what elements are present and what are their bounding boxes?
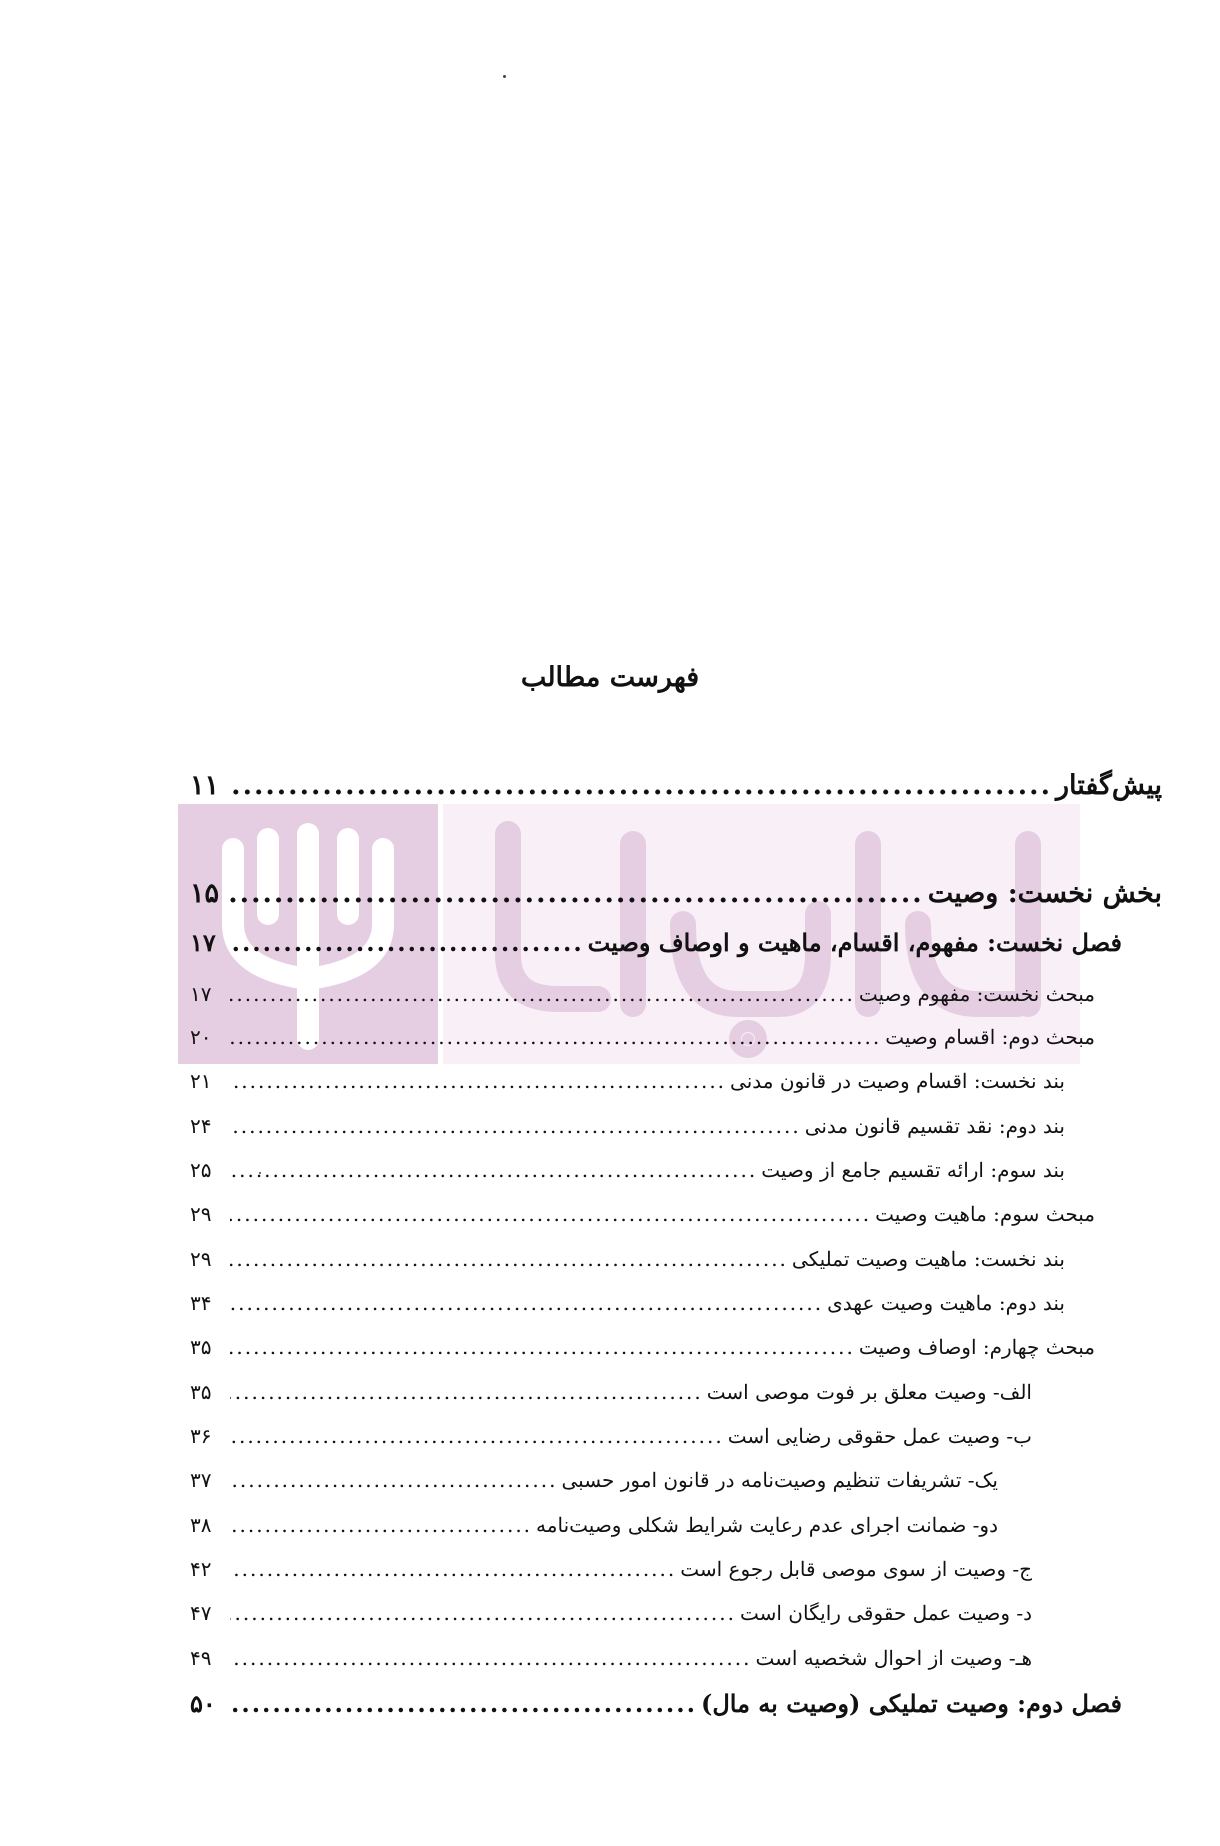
toc-entry-page-number: ۲۹ — [190, 1202, 212, 1226]
toc-entry-label: بند سوم: ارائه تقسیم جامع از وصیت — [761, 1158, 1065, 1182]
toc-entry-label: ب- وصیت عمل حقوقی رضایی است — [727, 1424, 1032, 1448]
toc-entry — [190, 1025, 1095, 1049]
toc-entry — [190, 1513, 998, 1537]
dot-leader — [230, 928, 584, 957]
toc-entry — [190, 982, 1095, 1006]
dot-leader — [230, 1247, 788, 1271]
toc-entry-page-number: ۴۲ — [190, 1557, 212, 1581]
dot-leader — [230, 982, 855, 1006]
toc-entry-label: هـ- وصیت از احوال شخصیه است — [755, 1646, 1032, 1670]
toc-entry-page-number: ۴۷ — [190, 1601, 212, 1625]
toc-entry-label: مبحث چهارم: اوصاف وصیت — [858, 1335, 1095, 1359]
dot-leader — [230, 1335, 855, 1359]
toc-entry — [190, 878, 1162, 909]
toc-entry-label: مبحث دوم: اقسام وصیت — [885, 1025, 1095, 1049]
toc-entry — [190, 1424, 1032, 1448]
toc-entry — [190, 1247, 1065, 1271]
toc-entry-page-number: ۳۵ — [190, 1380, 212, 1404]
toc-entry-label: الف- وصیت معلق بر فوت موصی است — [706, 1380, 1032, 1404]
page-title: فهرست مطالب — [520, 662, 700, 693]
toc-entry — [190, 1069, 1065, 1093]
dot-leader — [230, 1689, 697, 1718]
dot-leader — [230, 1424, 724, 1448]
dot-leader — [230, 1513, 532, 1537]
toc-entry-page-number: ۲۹ — [190, 1247, 212, 1271]
dot-leader — [230, 1380, 703, 1404]
toc-entry-label: مبحث نخست: مفهوم وصیت — [858, 982, 1095, 1006]
toc-entry-page-number: ۱۷ — [190, 982, 212, 1006]
dot-leader — [230, 1291, 823, 1315]
toc-entry — [190, 928, 1122, 957]
dot-leader — [230, 1202, 871, 1226]
toc-entry — [190, 1689, 1122, 1718]
toc-entry-page-number: ۱۷ — [190, 928, 216, 957]
toc-entry-label: بند دوم: نقد تقسیم قانون مدنی — [804, 1114, 1065, 1138]
toc-entry-label: ج- وصیت از سوی موصی قابل رجوع است — [680, 1557, 1032, 1581]
dot-leader — [230, 1114, 801, 1138]
toc-entry-label: فصل دوم: وصیت تملیکی (وصیت به مال) — [700, 1689, 1122, 1718]
toc-entry-label: بند نخست: ماهیت وصیت تملیکی — [791, 1247, 1065, 1271]
toc-entry — [190, 1114, 1065, 1138]
toc-entry-page-number: ۱۵ — [190, 878, 220, 909]
toc-entry — [190, 770, 1162, 801]
toc-entry-page-number: ۴۹ — [190, 1646, 212, 1670]
dot-leader — [230, 1557, 676, 1581]
toc-entry-label: بند دوم: ماهیت وصیت عهدی — [827, 1291, 1065, 1315]
toc-entry-label: مبحث سوم: ماهیت وصیت — [875, 1202, 1095, 1226]
toc-entry — [190, 1335, 1095, 1359]
toc-entry-label: فصل نخست: مفهوم، اقسام، ماهیت و اوصاف وصیت — [587, 928, 1122, 957]
dot-leader — [230, 1025, 881, 1049]
toc-entry-page-number: ۳۴ — [190, 1291, 212, 1315]
toc-entry-label: بخش نخست: وصیت — [927, 878, 1162, 909]
toc-entry-page-number: ۲۱ — [190, 1069, 212, 1093]
toc-entry — [190, 1601, 1032, 1625]
toc-entry — [190, 1557, 1032, 1581]
dot-leader — [230, 1069, 726, 1093]
toc-entry-label: دو- ضمانت اجرای عدم رعایت شرایط شکلی وصیت‌نامه — [536, 1513, 998, 1537]
toc-entry-label: د- وصیت عمل حقوقی رایگان است — [739, 1601, 1032, 1625]
toc-entry-page-number: ۱۱ — [190, 770, 220, 801]
toc-entry — [190, 1202, 1095, 1226]
dot-leader — [230, 770, 1052, 801]
dot-leader — [230, 1646, 751, 1670]
toc-entry-page-number: ۲۰ — [190, 1025, 212, 1049]
toc-entry-page-number: ۳۷ — [190, 1468, 212, 1492]
dot-leader — [230, 1158, 757, 1182]
toc-entry — [190, 1468, 998, 1492]
toc-entry-page-number: ۲۵ — [190, 1158, 212, 1182]
toc-entry-page-number: ۳۶ — [190, 1424, 212, 1448]
dot-leader — [230, 878, 924, 909]
toc-entry-page-number: ۳۸ — [190, 1513, 212, 1537]
toc-entry-label: بند نخست: اقسام وصیت در قانون مدنی — [730, 1069, 1065, 1093]
toc-entry-page-number: ۲۴ — [190, 1114, 212, 1138]
toc-entry-label: پیش‌گفتار — [1055, 770, 1162, 801]
toc-entry-page-number: ۵۰ — [190, 1689, 216, 1718]
toc-entry — [190, 1158, 1065, 1182]
toc-entry-page-number: ۳۵ — [190, 1335, 212, 1359]
toc-entry — [190, 1380, 1032, 1404]
toc-entry — [190, 1646, 1032, 1670]
dot-leader — [230, 1468, 557, 1492]
toc-entry — [190, 1291, 1065, 1315]
dot-leader — [230, 1601, 736, 1625]
toc-entry-label: یک- تشریفات تنظیم وصیت‌نامه در قانون امور حسبی — [561, 1468, 998, 1492]
